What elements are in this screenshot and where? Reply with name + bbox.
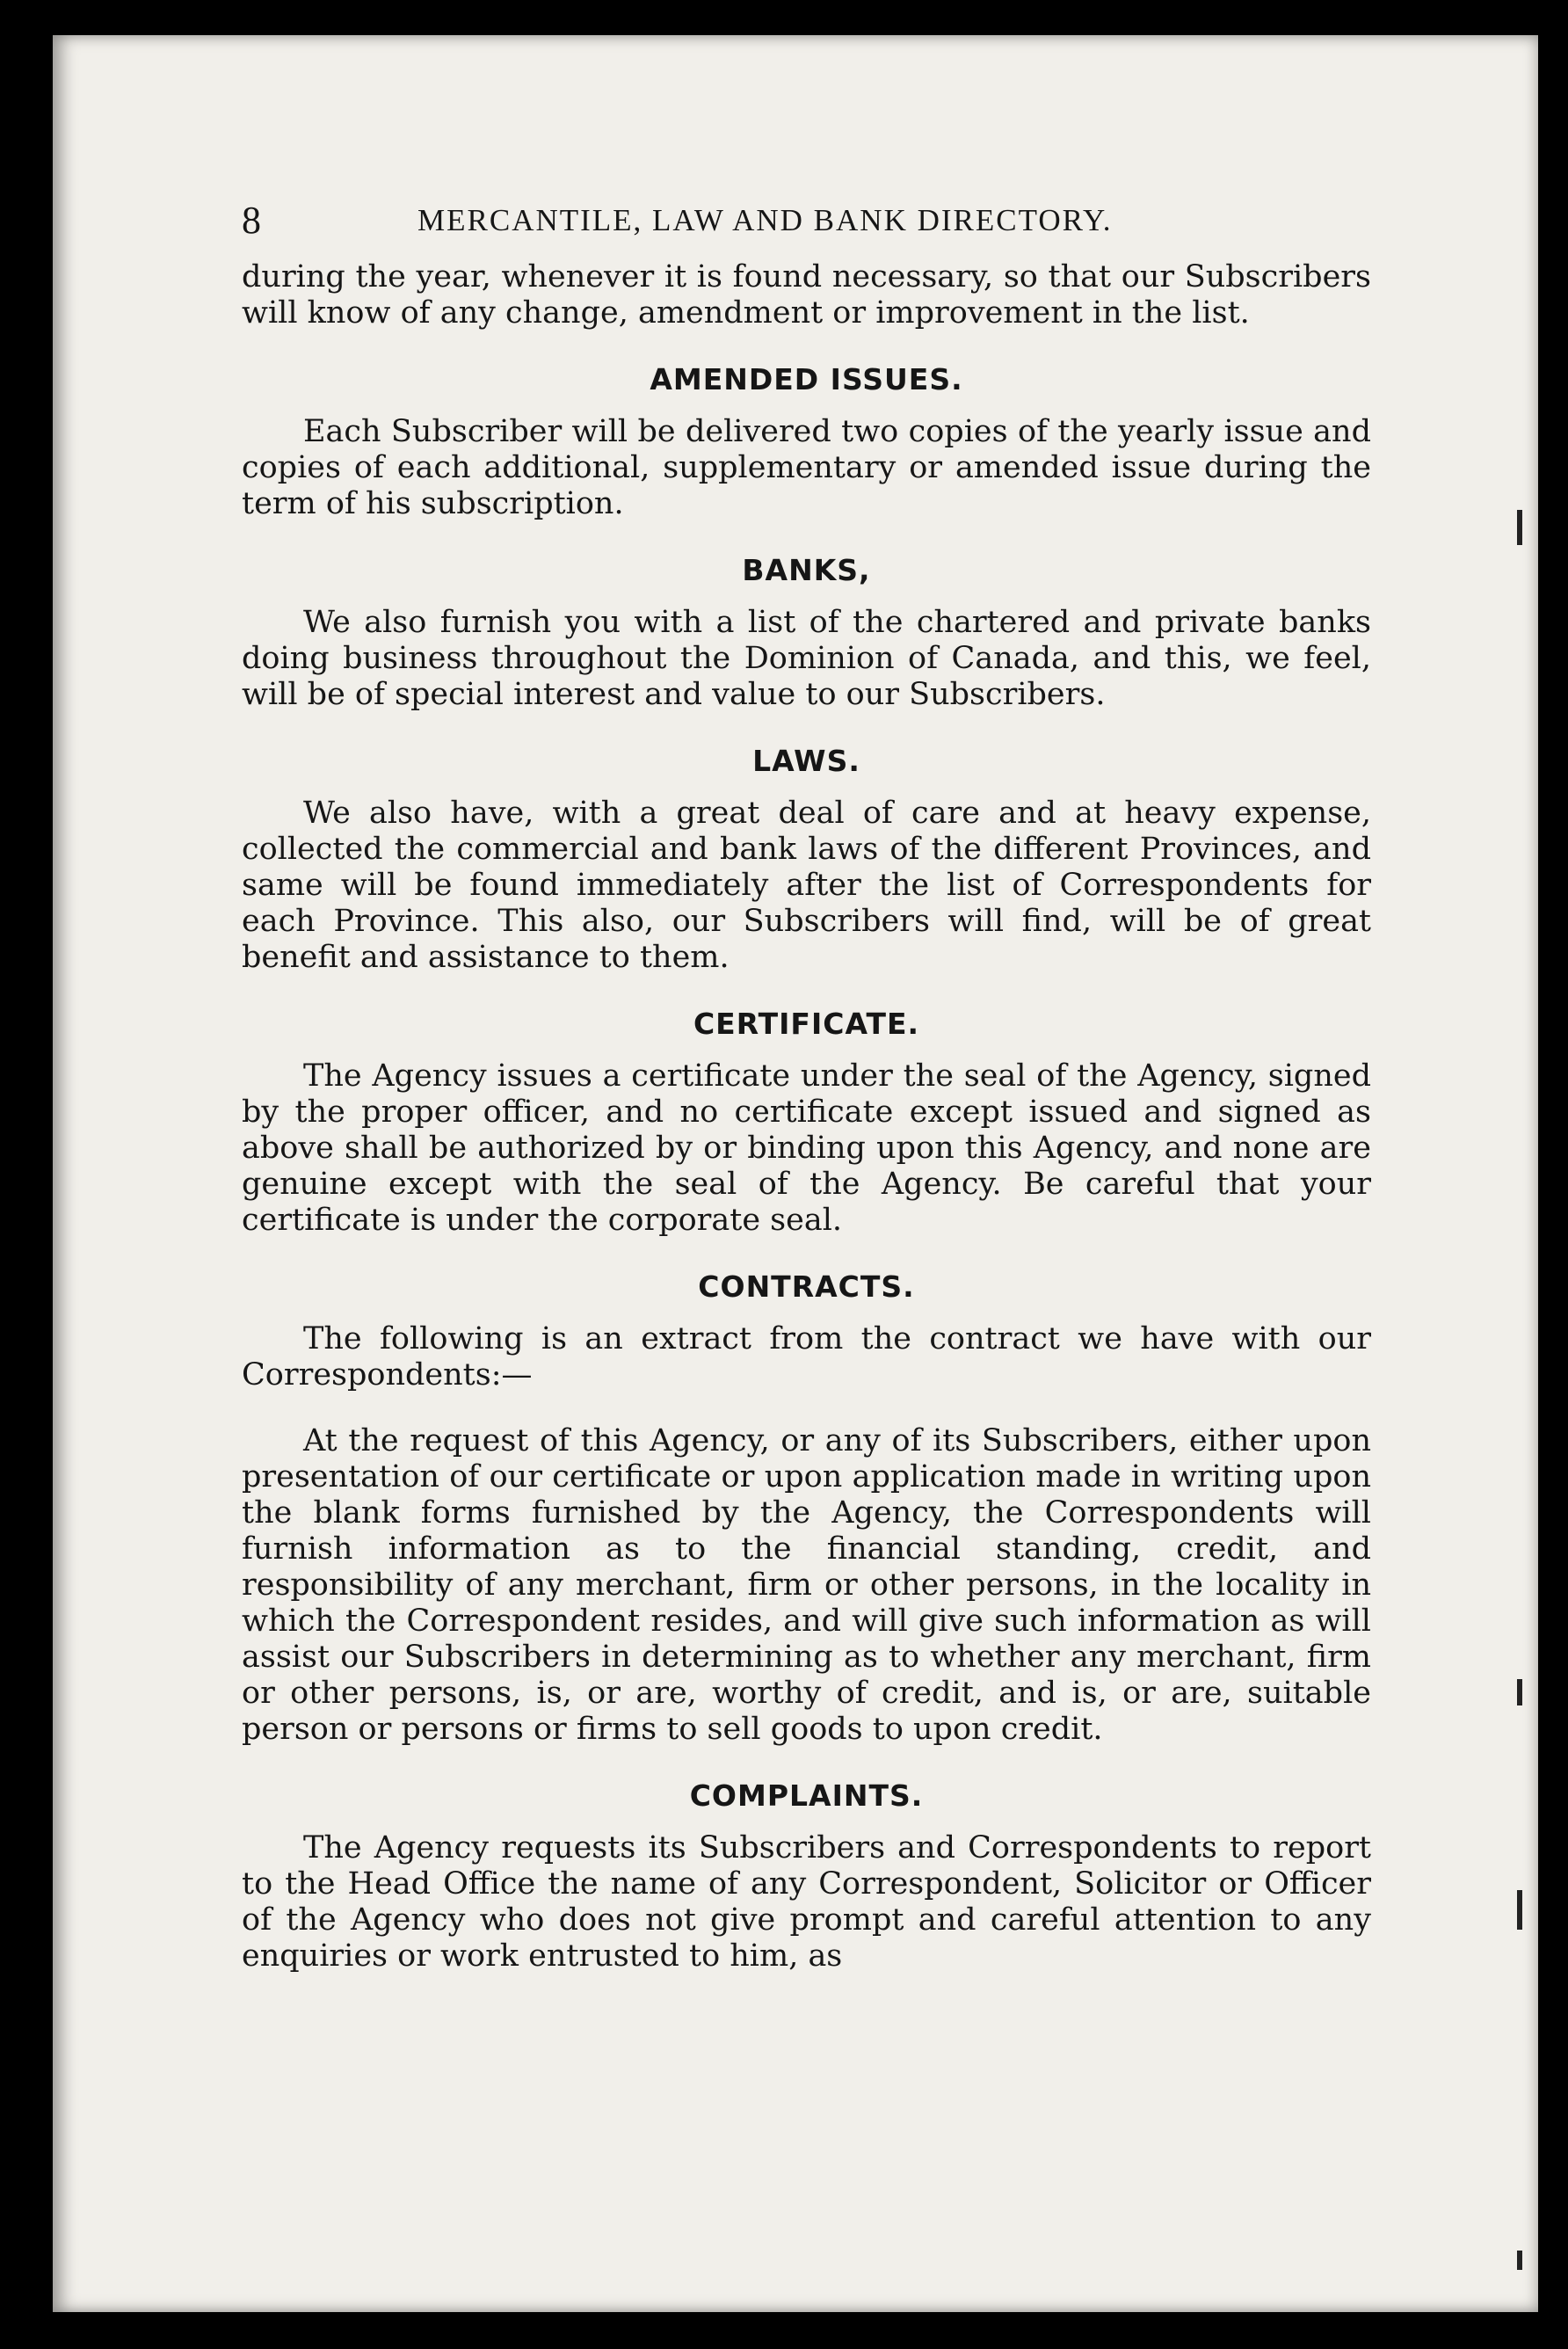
paragraph-laws: We also have, with a great deal of care and at heavy expense, collected the commercial and bank laws of the different Provinces, and same will be found immediately after the list of Correspondents for each Province. This also, our Subscribers will find, will be of great benefit and assistance to them. <box>242 796 1371 975</box>
heading-contracts: CONTRACTS. <box>698 1269 915 1304</box>
paragraph-gap <box>242 1393 1371 1423</box>
intro-paragraph: during the year, whenever it is found necessary, so that our Subscribers will know of any change, amendment or improvement in the list. <box>242 259 1371 331</box>
heading-amended-issues: AMENDED ISSUES. <box>650 362 963 396</box>
book-page <box>53 35 1538 2312</box>
heading-banks: BANKS, <box>742 553 871 587</box>
page-number: 8 <box>242 199 263 242</box>
running-head <box>242 198 1371 259</box>
heading-certificate: CERTIFICATE. <box>693 1007 920 1041</box>
edge-mark <box>1517 2251 1522 2270</box>
edge-mark <box>1517 510 1522 545</box>
edge-mark <box>1517 1890 1522 1930</box>
paragraph-banks: We also furnish you with a list of the chartered and private banks doing business throughout the Dominion of Canada, and this, we feel, will be of special interest and value to our Subscribers. <box>242 605 1371 712</box>
paragraph-contracts-extract: At the request of this Agency, or any of its Subscribers, either upon presentation of our certificate or upon application made in writing upon the blank forms furnished by the Agency, the Correspondents will furnish information as to the financial standing, credit, and responsibility of any merchant, firm or other persons, in the locality in which the Correspondent resides, and will give such information as will assist our Subscribers in determining as to whether any merchant, firm or other persons, is, or are, worthy of credit, and is, or are, suitable person or persons or firms to sell goods to upon credit. <box>242 1423 1371 1747</box>
heading-complaints: COMPLAINTS. <box>689 1778 924 1813</box>
page-content <box>242 198 1371 1974</box>
running-title: MERCANTILE, LAW AND BANK DIRECTORY. <box>417 203 1113 237</box>
paragraph-amended-issues: Each Subscriber will be delivered two copies of the yearly issue and copies of each additional, supplementary or amended issue during the term of his subscription. <box>242 414 1371 521</box>
paragraph-certificate: The Agency issues a certificate under the seal of the Agency, signed by the proper officer, and no certificate except issued and signed as above shall be authorized by or binding upon this Agency, and none are genuine except with the seal of the Agency. Be careful that your certificate is under the corporate seal. <box>242 1058 1371 1238</box>
paragraph-complaints: The Agency requests its Subscribers and Correspondents to report to the Head Office the name of any Correspondent, Solicitor or Officer of the Agency who does not give prompt and careful attention to any enquiries or work entrusted to him, as <box>242 1830 1371 1974</box>
heading-laws: LAWS. <box>752 744 860 778</box>
edge-mark <box>1517 1679 1522 1705</box>
paragraph-contracts-intro: The following is an extract from the contract we have with our Correspondents:— <box>242 1321 1371 1393</box>
